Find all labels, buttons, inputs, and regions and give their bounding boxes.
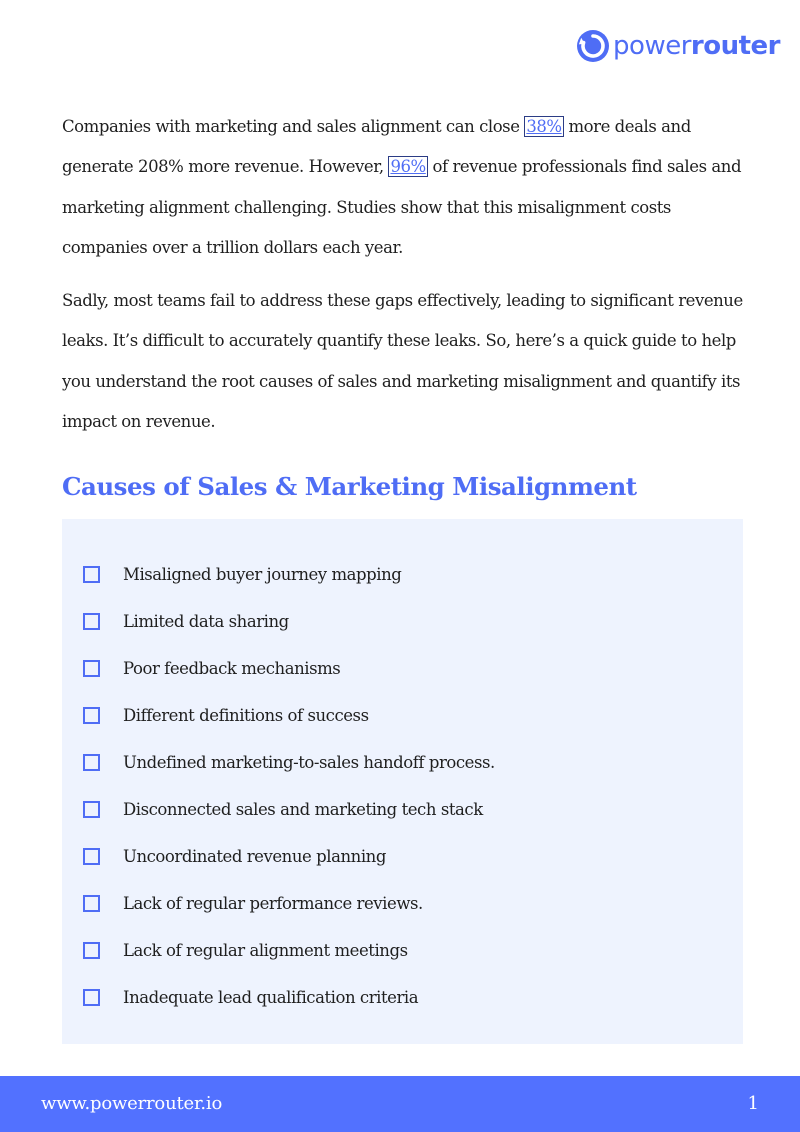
checklist-item-label: Disconnected sales and marketing tech stack — [123, 800, 483, 819]
checklist-item — [83, 692, 495, 739]
checkbox[interactable] — [83, 613, 100, 630]
page-number: 1 — [747, 1093, 759, 1114]
intro-text-end: of revenue professionals find sales and marketing alignment challenging. Studies show that this misalignment costs companies over a trillion dollars each year. — [62, 157, 742, 257]
stat-link-38[interactable]: 38% — [526, 117, 562, 136]
checklist-item-label: Limited data sharing — [123, 612, 289, 631]
checkbox[interactable] — [83, 707, 100, 724]
checkbox[interactable] — [83, 848, 100, 865]
checkbox[interactable] — [83, 566, 100, 583]
checklist-item-label: Lack of regular alignment meetings — [123, 941, 408, 960]
checklist-item — [83, 739, 495, 786]
intro-section — [62, 107, 752, 442]
checkbox[interactable] — [83, 942, 100, 959]
checklist-item-label: Misaligned buyer journey mapping — [123, 565, 402, 584]
checklist-item-label: Undefined marketing-to-sales handoff process. — [123, 753, 495, 772]
checklist-item-label: Lack of regular performance reviews. — [123, 894, 423, 913]
checkbox[interactable] — [83, 754, 100, 771]
page-footer — [0, 1076, 800, 1132]
power-cycle-logo-icon — [575, 28, 611, 64]
checkbox[interactable] — [83, 895, 100, 912]
website-link[interactable]: www.powerrouter.io — [41, 1093, 223, 1114]
checklist-item-label: Uncoordinated revenue planning — [123, 847, 386, 866]
causes-checklist — [83, 551, 495, 1021]
checklist-item — [83, 880, 495, 927]
intro-text-start: Companies with marketing and sales alignment can close — [62, 117, 525, 136]
checkbox[interactable] — [83, 989, 100, 1006]
brand-name — [613, 33, 780, 59]
brand-name-part1: power — [613, 31, 691, 61]
checklist-item — [83, 598, 495, 645]
brand-name-part2: router — [690, 31, 780, 61]
checklist-item — [83, 833, 495, 880]
checklist-item — [83, 645, 495, 692]
checklist-panel — [62, 519, 743, 1044]
checkbox[interactable] — [83, 660, 100, 677]
checklist-item — [83, 551, 495, 598]
intro-text-middle: more deals and generate 208% more revenue. However, — [62, 117, 691, 177]
checklist-item — [83, 786, 495, 833]
section-title: Causes of Sales & Marketing Misalignment — [62, 472, 637, 501]
stat-link-96[interactable]: 96% — [390, 157, 426, 177]
intro-paragraph-2: Sadly, most teams fail to address these gaps effectively, leading to significant revenue leaks. It’s difficult to accurately quantify these leaks. So, here’s a quick guide to help you understand the root causes of sales and marketing misalignment and quantify its impact on revenue. — [62, 291, 743, 432]
brand-logo — [575, 26, 780, 66]
checkbox[interactable] — [83, 801, 100, 818]
checklist-item-label: Different definitions of success — [123, 706, 369, 725]
checklist-item — [83, 974, 495, 1021]
checklist-item — [83, 927, 495, 974]
checklist-item-label: Inadequate lead qualification criteria — [123, 988, 419, 1007]
checklist-item-label: Poor feedback mechanisms — [123, 659, 341, 678]
intro-paragraph-1 — [62, 107, 752, 268]
